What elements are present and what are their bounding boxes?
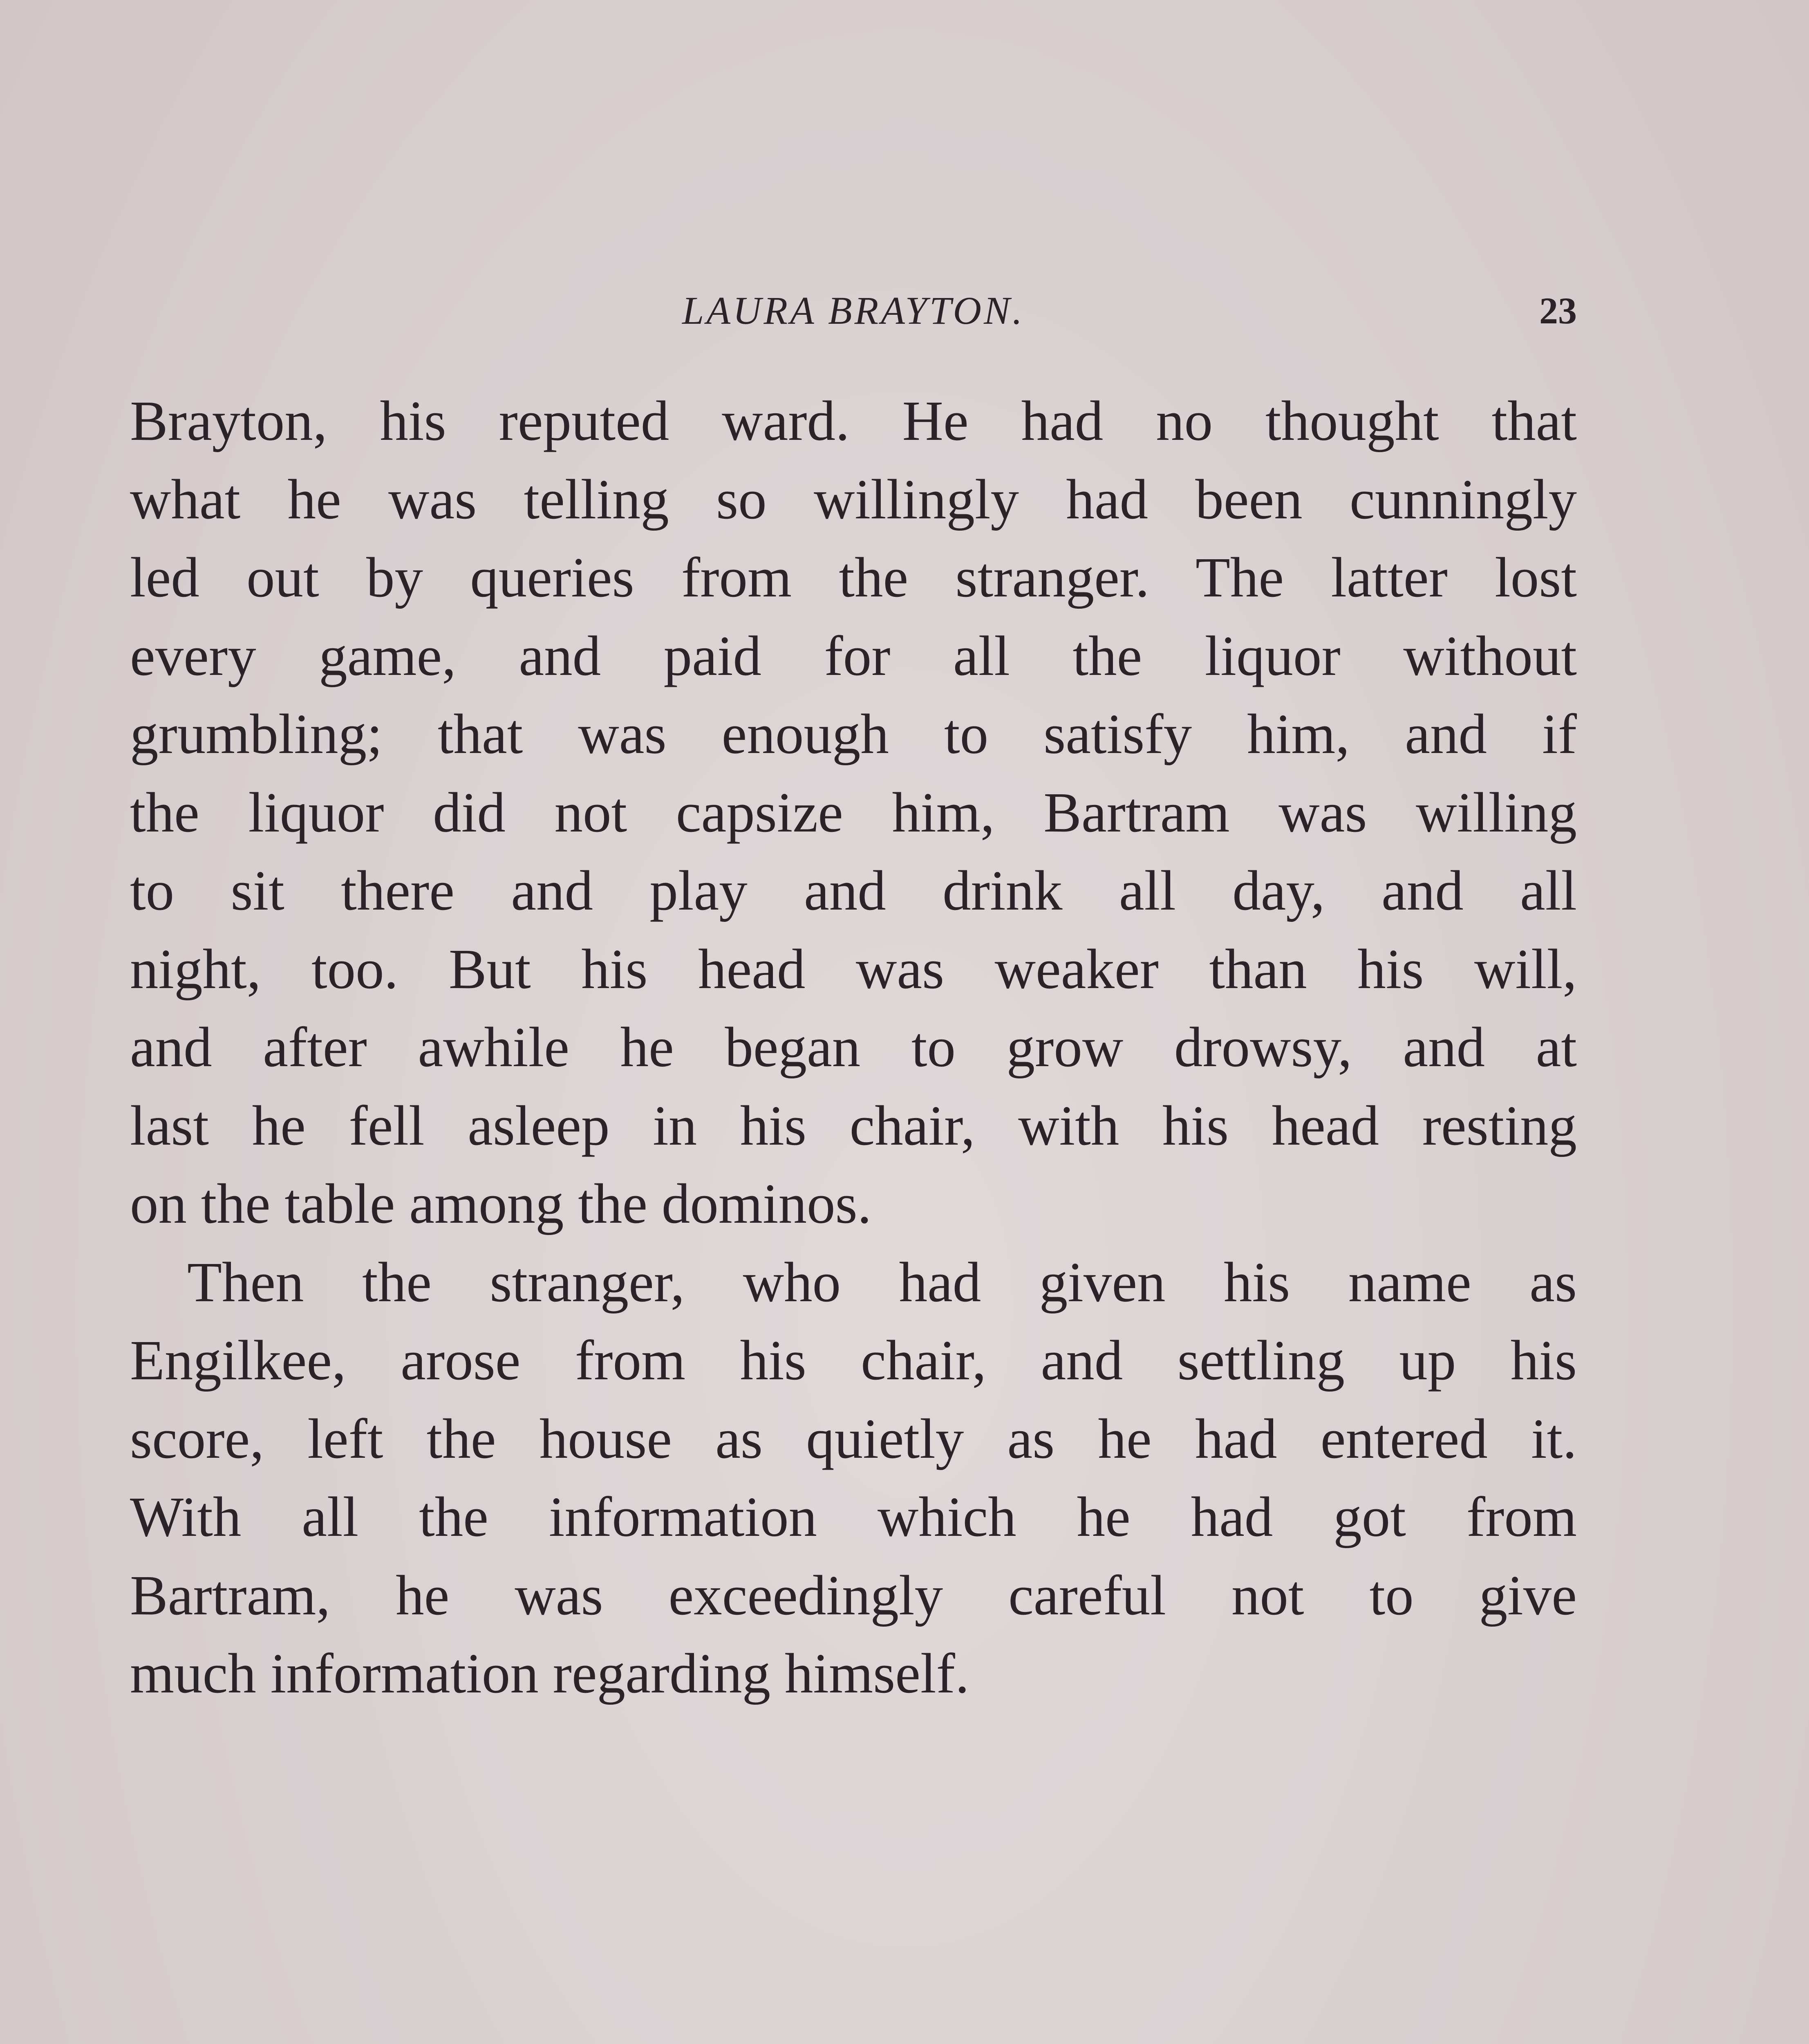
text-line: last he fell asleep in his chair, with his head resting [130,1094,1577,1157]
running-title: LAURA BRAYTON. [682,289,1025,332]
text-line: on the table among the dominos. [130,1172,872,1235]
paragraph-1 [130,382,1577,1244]
text-line: the liquor did not capsize him, Bartram was willing [130,781,1577,844]
text-line: Engilkee, arose from his chair, and settling up his [130,1329,1577,1392]
paragraph-2 [130,1244,1577,1713]
text-line: night, too. But his head was weaker than his will, [130,937,1577,1001]
text-line: every game, and paid for all the liquor without [130,624,1577,688]
running-header [130,282,1577,339]
text-line: grumbling; that was enough to satisfy him, and if [130,703,1577,766]
text-line: and after awhile he began to grow drowsy, and at [130,1016,1577,1079]
page-number: 23 [1539,290,1577,332]
body-text [130,382,1577,1713]
text-line: much information regarding himself. [130,1642,969,1705]
text-line: Brayton, his reputed ward. He had no thought that [130,390,1577,453]
text-line: led out by queries from the stranger. The latter lost [130,546,1577,609]
text-line: what he was telling so willingly had been cunningly [130,468,1577,531]
text-line: score, left the house as quietly as he had entered it. [130,1407,1577,1470]
text-line: With all the information which he had got from [130,1486,1577,1549]
text-line: Then the stranger, who had given his name as [187,1251,1577,1314]
text-line: Bartram, he was exceedingly careful not to give [130,1564,1577,1627]
text-line: to sit there and play and drink all day, and all [130,859,1577,922]
